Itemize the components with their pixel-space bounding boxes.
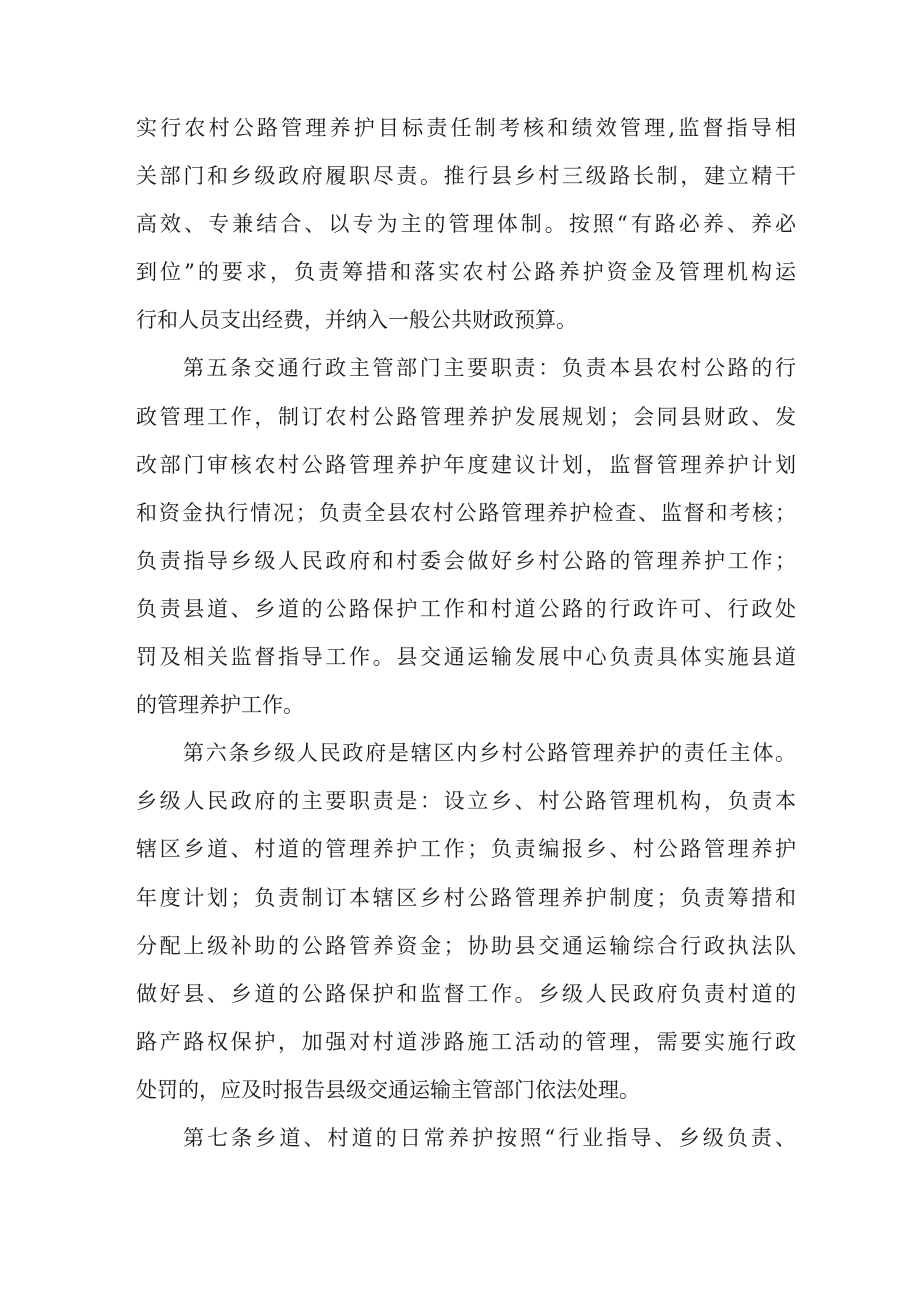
text-line: 高效、专兼结合、以专为主的管理体制。按照“有路必养、养必: [136, 212, 796, 237]
text-line: 辖区乡道、村道的管理养护工作；负责编报乡、村公路管理养护: [136, 837, 796, 862]
text-line: 第七条乡道、村道的日常养护按照“行业指导、乡级负责、: [183, 1125, 796, 1150]
text-line: 分配上级补助的公路管养资金；协助县交通运输综合行政执法队: [136, 933, 796, 958]
text-line: 罚及相关监督指导工作。县交通运输发展中心负责具体实施县道: [136, 645, 796, 670]
text-line: 乡级人民政府的主要职责是：设立乡、村公路管理机构，负责本: [136, 789, 796, 814]
text-line: 的管理养护工作。: [136, 693, 304, 718]
text-line: 做好县、乡道的公路保护和监督工作。乡级人民政府负责村道的: [136, 981, 796, 1006]
text-line: 路产路权保护，加强对村道涉路施工活动的管理，需要实施行政: [136, 1029, 796, 1054]
text-line: 到位”的要求，负责筹措和落实农村公路养护资金及管理机构运: [136, 260, 796, 285]
text-line: 负责县道、乡道的公路保护工作和村道公路的行政许可、行政处: [136, 596, 796, 621]
text-line: 第五条交通行政主管部门主要职责：负责本县农村公路的行: [183, 356, 796, 381]
text-line: 负责指导乡级人民政府和村委会做好乡村公路的管理养护工作；: [136, 548, 796, 573]
text-line: 改部门审核农村公路管理养护年度建议计划，监督管理养护计划: [136, 452, 796, 477]
text-line: 实行农村公路管理养护目标责任制考核和绩效管理,监督指导相: [136, 116, 796, 140]
text-line: 关部门和乡级政府履职尽责。推行县乡村三级路长制，建立精干: [136, 164, 796, 189]
text-line: 和资金执行情况；负责全县农村公路管理养护检查、监督和考核；: [136, 500, 796, 525]
text-line: 年度计划；负责制订本辖区乡村公路管理养护制度；负责筹措和: [136, 885, 796, 910]
text-line: 行和人员支出经费，并纳入一般公共财政预算。: [136, 308, 577, 333]
text-line: 处罚的，应及时报告县级交通运输主管部门依法处理。: [136, 1077, 640, 1102]
document-body-text: [136, 104, 796, 1162]
text-line: 第六条乡级人民政府是辖区内乡村公路管理养护的责任主体。: [183, 741, 796, 766]
text-line: 政管理工作，制订农村公路管理养护发展规划；会同县财政、发: [136, 404, 796, 429]
